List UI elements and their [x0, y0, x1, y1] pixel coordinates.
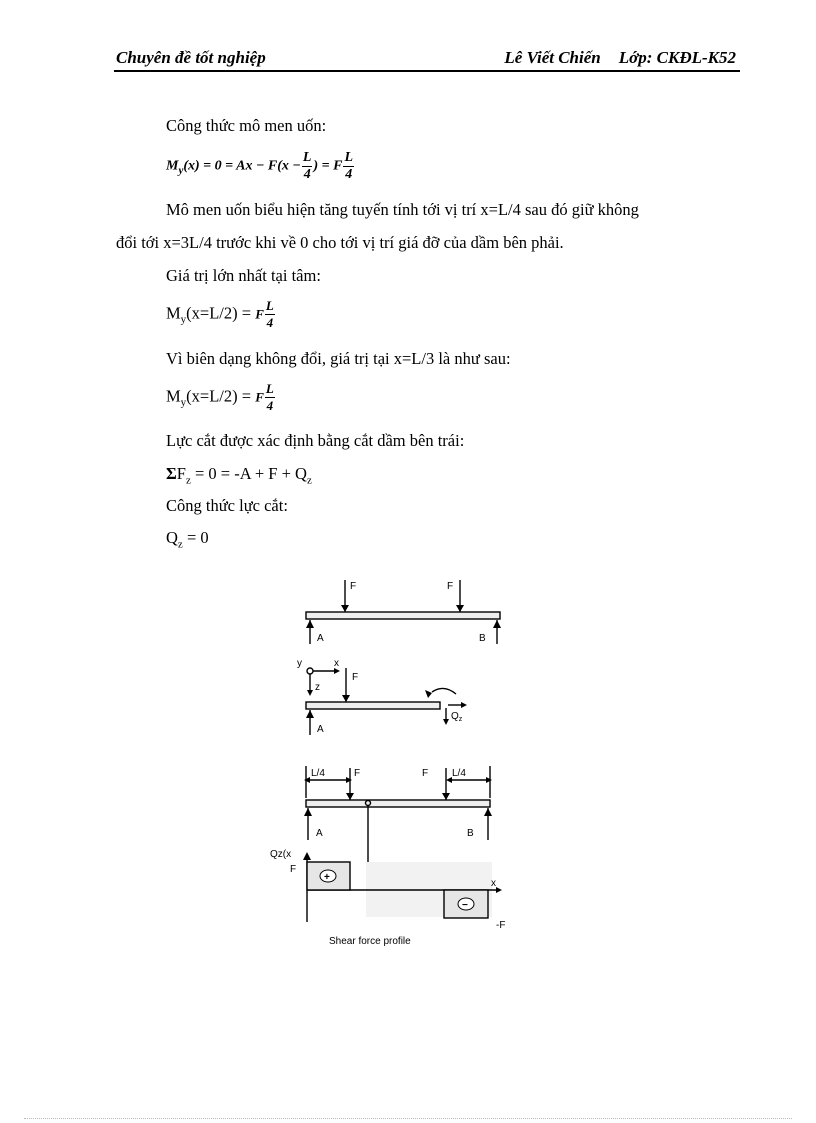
- moment-arc: [432, 688, 456, 694]
- paragraph-shear-intro: Lực cắt được xác định bằng cắt dầm bên trái:: [166, 431, 465, 450]
- paragraph-bending-line2: đổi tới x=3L/4 trước khi về 0 cho tới vị trí giá đỡ của dầm bên phải.: [116, 233, 564, 252]
- label-axis-y: y: [297, 658, 302, 669]
- header-author: Lê Viết Chiến: [504, 48, 601, 67]
- header-rule: [114, 70, 740, 72]
- label-f: F: [352, 672, 359, 683]
- header-class: Lớp: CKĐL-K52: [618, 48, 736, 67]
- label-axis-x: x: [334, 658, 339, 669]
- shear-force-diagram: [262, 572, 522, 952]
- label-axis-z: z: [315, 682, 320, 693]
- equation-bending-moment: $M_y(x) = 0 = Ax - F(x$ − $\frac{L}{4}$ ) = F $\frac{L}{4}$: [166, 150, 354, 182]
- label-a: A: [317, 724, 324, 735]
- label-b: B: [467, 828, 474, 839]
- diagram-caption: Shear force profile: [329, 936, 411, 947]
- fraction-l-over-4: $\frac{L}{4}$: [344, 150, 354, 182]
- paragraph-constant-profile: Vì biên dạng không đổi, giá trị tại x=L/3 là như sau:: [166, 349, 511, 368]
- label-l4-left: L/4: [311, 768, 325, 779]
- label-a: A: [316, 828, 323, 839]
- paragraph-max-value: Giá trị lớn nhất tại tâm:: [166, 266, 321, 285]
- beam-cut: [306, 702, 440, 709]
- equation-shear-zero: $Q_z = 0$: [166, 528, 209, 551]
- fraction-l-over-4: $\frac{L}{4}$: [302, 150, 312, 182]
- equation-force-balance: $\Sigma F_z = 0 = -A + F + Q_z$: [166, 464, 312, 487]
- equation-max-moment: $M_y(x=L/2) = F$ $\frac{L}{4}$: [166, 298, 274, 330]
- label-plot-f: F: [290, 864, 297, 875]
- label-l4-right: L/4: [452, 768, 466, 779]
- paragraph-bending-formula-intro: Công thức mô men uốn:: [166, 116, 327, 135]
- paragraph-shear-formula: Công thức lực cắt:: [166, 496, 288, 515]
- label-f: F: [354, 768, 361, 779]
- page-bottom-border: [24, 1118, 792, 1119]
- label-plot-x: x: [491, 878, 496, 889]
- beam-full: [306, 612, 500, 619]
- label-qz: $Q_z$: [451, 711, 463, 723]
- axis-origin: [307, 668, 313, 674]
- equation-moment-at-l3: $M_y(x=L/2) = F$ $\frac{L}{4}$: [166, 381, 274, 413]
- label-f: F: [350, 581, 357, 592]
- label-plot-y-axis: Qz(x: [270, 849, 292, 860]
- header-title: Chuyên đề tốt nghiệp: [116, 48, 266, 67]
- label-minus: −: [462, 900, 468, 911]
- label-plus: +: [324, 872, 330, 883]
- beam-dimensioned: [306, 800, 490, 807]
- label-f: F: [447, 581, 454, 592]
- paragraph-bending-line1: Mô men uốn biểu hiện tăng tuyến tính tới vị trí x=L/4 sau đó giữ không: [166, 200, 639, 219]
- label-plot-neg-f: -F: [496, 920, 506, 931]
- label-f: F: [422, 768, 429, 779]
- header-author-class: [504, 48, 736, 68]
- label-a: A: [317, 633, 324, 644]
- label-b: B: [479, 633, 486, 644]
